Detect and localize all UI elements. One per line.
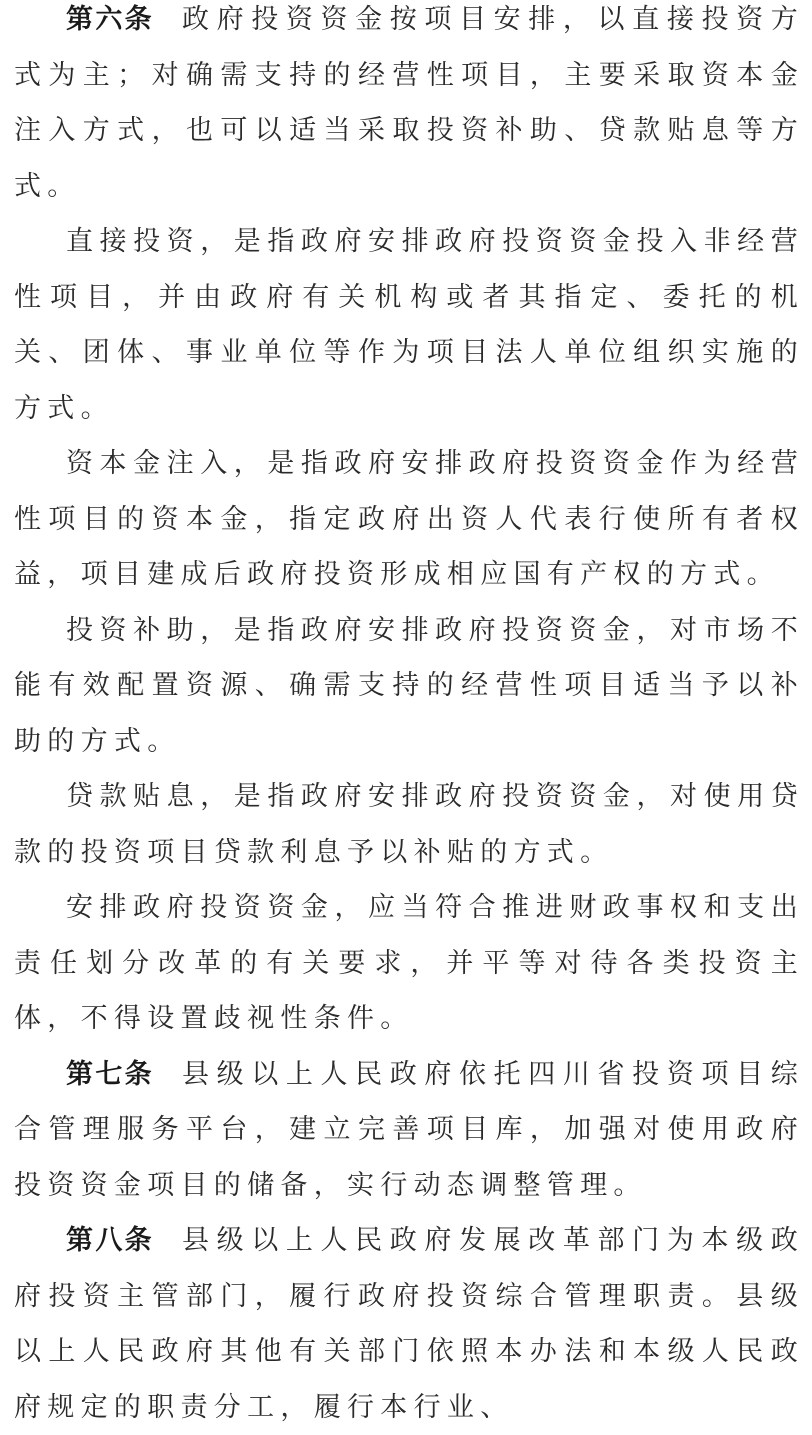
paragraph-text: 资本金注入，是指政府安排政府投资资金作为经营性项目的资本金，指定政府出资人代表行使所有者权益，项目建成后政府投资形成相应国有产权的方式。: [14, 448, 804, 590]
paragraph-text: 政府投资资金按项目安排，以直接投资方式为主；对确需支持的经营性项目，主要采取资本金注入方式，也可以适当采取投资补助、贷款贴息等方式。: [14, 4, 805, 202]
paragraph-text: 直接投资，是指政府安排政府投资资金投入非经营性项目，并由政府有关机构或者其指定、委托的机关、团体、事业单位等作为项目法人单位组织实施的方式。: [14, 226, 804, 424]
paragraph-article-7: [0, 1047, 804, 1214]
article-label: 第六条: [66, 4, 154, 35]
paragraph-direct-investment: [0, 214, 804, 436]
paragraph-text: 贷款贴息，是指政府安排政府投资资金，对使用贷款的投资项目贷款利息予以补贴的方式。: [14, 781, 804, 868]
paragraph-article-6: [0, 0, 804, 214]
paragraph-text: 投资补助，是指政府安排政府投资资金，对市场不能有效配置资源、确需支持的经营性项目适当予以补助的方式。: [14, 614, 804, 757]
paragraph-loan-interest-subsidy: [0, 769, 804, 880]
paragraph-text: 县级以上人民政府依托四川省投资项目综合管理服务平台，建立完善项目库，加强对使用政府投资资金项目的储备，实行动态调整管理。: [14, 1058, 805, 1201]
paragraph-investment-subsidy: [0, 603, 804, 770]
paragraph-fund-arrangement: [0, 880, 804, 1047]
paragraph-text: 县级以上人民政府发展改革部门为本级政府投资主管部门，履行政府投资综合管理职责。县级以上人民政府其他有关部门依照本办法和本级人民政府规定的职责分工，履行本行业、: [14, 1225, 805, 1423]
paragraph-text: 安排政府投资资金，应当符合推进财政事权和支出责任划分改革的有关要求，并平等对待各类投资主体，不得设置歧视性条件。: [14, 892, 804, 1034]
paragraph-article-8: [0, 1213, 804, 1435]
article-label: 第八条: [66, 1225, 154, 1256]
paragraph-capital-injection: [0, 436, 804, 603]
article-label: 第七条: [66, 1058, 154, 1090]
